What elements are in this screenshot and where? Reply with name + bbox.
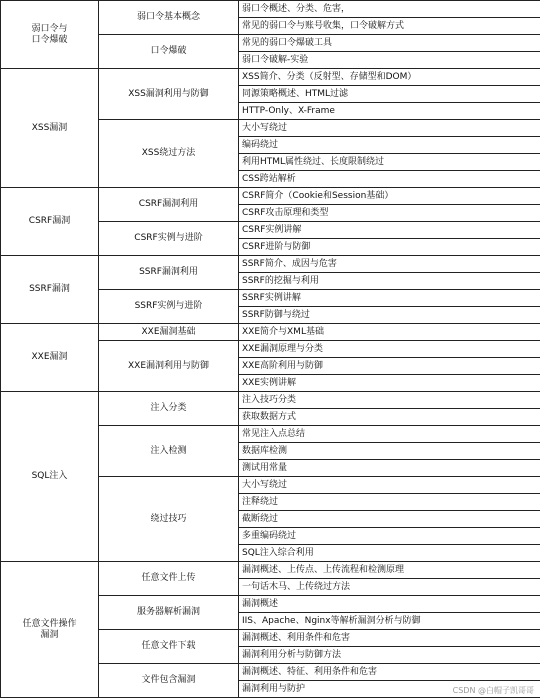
table-row: [1, 256, 540, 273]
item-cell: CSS跨站解析: [239, 171, 540, 188]
subtopic-cell: 任意文件下载: [99, 630, 239, 664]
item-cell: IIS、Apache、Nginx等解析漏洞分析与防御: [239, 613, 540, 630]
item-cell: CSRF简介（Cookie和Session基础）: [239, 188, 540, 205]
watermark: CSDN @白帽子凯哥哥: [452, 686, 534, 695]
category-cell: XXE漏洞: [1, 324, 99, 392]
item-cell: 弱口令概述、分类、危害，: [239, 1, 540, 18]
item-cell: 测试用常量: [239, 460, 540, 477]
outline-body: [1, 1, 540, 698]
item-cell: SSRF的挖掘与利用: [239, 273, 540, 290]
item-cell: 漏洞概述、上传点、上传流程和检测原理: [239, 562, 540, 579]
category-cell: SSRF漏洞: [1, 256, 99, 324]
item-cell: 注入技巧分类: [239, 392, 540, 409]
category-cell: 任意文件操作 漏洞: [1, 562, 99, 698]
subtopic-cell: CSRF实例与进阶: [99, 222, 239, 256]
item-cell: SSRF实例讲解: [239, 290, 540, 307]
item-cell: 大小写绕过: [239, 120, 540, 137]
item-cell: 获取数据方式: [239, 409, 540, 426]
item-cell: 漏洞概述、利用条件和危害: [239, 630, 540, 647]
subtopic-cell: SSRF漏洞利用: [99, 256, 239, 290]
item-cell: 漏洞概述: [239, 596, 540, 613]
subtopic-cell: XXE漏洞基础: [99, 324, 239, 341]
item-cell: XXE实例讲解: [239, 375, 540, 392]
subtopic-cell: 任意文件上传: [99, 562, 239, 596]
item-cell: SSRF防御与绕过: [239, 307, 540, 324]
item-cell: HTTP-Only、X-Frame: [239, 103, 540, 120]
item-cell: XSS简介、分类（反射型、存储型和DOM）: [239, 69, 540, 86]
table-row: [1, 562, 540, 579]
item-cell: 弱口令破解-实验: [239, 52, 540, 69]
item-cell: 编码绕过: [239, 137, 540, 154]
subtopic-cell: XSS绕过方法: [99, 120, 239, 188]
table-row: [1, 1, 540, 18]
subtopic-cell: XSS漏洞利用与防御: [99, 69, 239, 120]
subtopic-cell: 绕过技巧: [99, 477, 239, 562]
subtopic-cell: 注入分类: [99, 392, 239, 426]
item-cell: 漏洞利用分析与防御方法: [239, 647, 540, 664]
table-row: [1, 392, 540, 409]
subtopic-cell: 文件包含漏洞: [99, 664, 239, 698]
subtopic-cell: 注入检测: [99, 426, 239, 477]
item-cell: 漏洞概述、特征、利用条件和危害: [239, 664, 540, 681]
category-cell: 弱口令与 口令爆破: [1, 1, 99, 69]
subtopic-cell: CSRF漏洞利用: [99, 188, 239, 222]
table-row: [1, 324, 540, 341]
item-cell: 大小写绕过: [239, 477, 540, 494]
subtopic-cell: SSRF实例与进阶: [99, 290, 239, 324]
item-cell: 多重编码绕过: [239, 528, 540, 545]
subtopic-cell: 弱口令基本概念: [99, 1, 239, 35]
item-cell: XXE简介与XML基础: [239, 324, 540, 341]
item-cell: CSRF攻击原理和类型: [239, 205, 540, 222]
item-cell: XXE高阶利用与防御: [239, 358, 540, 375]
item-cell: 利用HTML属性绕过、长度限制绕过: [239, 154, 540, 171]
item-cell: 数据库检测: [239, 443, 540, 460]
category-cell: SQL注入: [1, 392, 99, 562]
category-cell: CSRF漏洞: [1, 188, 99, 256]
subtopic-cell: 服务器解析漏洞: [99, 596, 239, 630]
item-cell: CSRF进阶与防御: [239, 239, 540, 256]
item-cell: 常见的弱口令爆破工具: [239, 35, 540, 52]
item-cell: SSRF简介、成因与危害: [239, 256, 540, 273]
item-cell: 同源策略概述、HTML过滤: [239, 86, 540, 103]
item-cell: 漏洞利用与防护: [239, 681, 540, 698]
item-cell: CSRF实例讲解: [239, 222, 540, 239]
table-row: [1, 69, 540, 86]
item-cell: 截断绕过: [239, 511, 540, 528]
item-cell: SQL注入综合利用: [239, 545, 540, 562]
item-cell: XXE漏洞原理与分类: [239, 341, 540, 358]
category-cell: XSS漏洞: [1, 69, 99, 188]
item-cell: 常见的弱口令与账号收集，口令破解方式: [239, 18, 540, 35]
table-row: [1, 188, 540, 205]
subtopic-cell: 口令爆破: [99, 35, 239, 69]
subtopic-cell: XXE漏洞利用与防御: [99, 341, 239, 392]
item-cell: 一句话木马、上传绕过方法: [239, 579, 540, 596]
item-cell: 常见注入点总结: [239, 426, 540, 443]
item-cell: 注释绕过: [239, 494, 540, 511]
